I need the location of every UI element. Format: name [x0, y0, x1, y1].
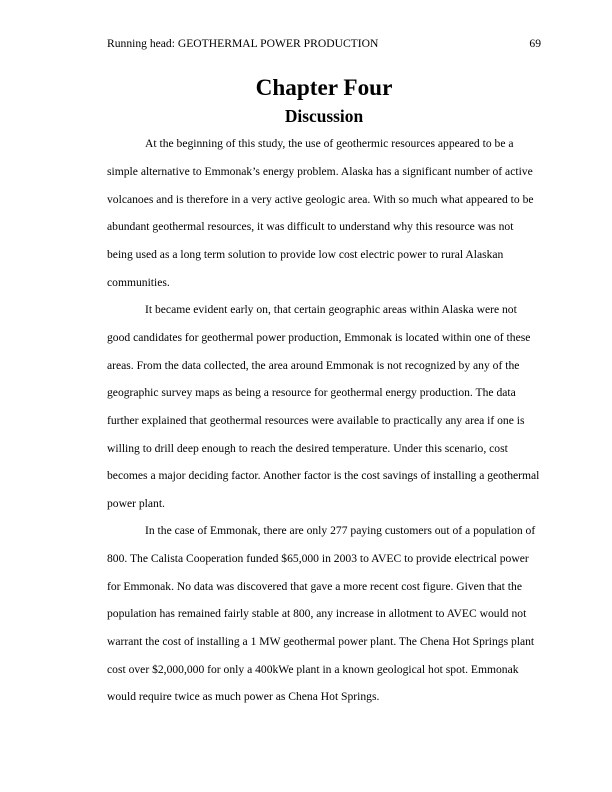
running-head: Running head: GEOTHERMAL POWER PRODUCTION — [107, 37, 379, 50]
section-heading: Discussion — [284, 105, 364, 126]
chapter-title: Chapter Four — [255, 75, 393, 101]
body-text — [107, 75, 541, 711]
paragraph: In the case of Emmonak, there are only 277 paying customers out of a population of 800. The Calista Cooperation funded $65,000 in 2003 to AVEC to provide electrical power for Emmonak. No data was discovered that gave a more recent cost figure. Given that the population has remained fairly stable at 800, any increase in allotment to AVEC would not warrant the cost of installing a 1 MW geothermal power plant. The Chena Hot Springs plant cost over $2,000,000 for only a 400kWe plant in a known geological hot spot. Emmonak would require twice as much power as Chena Hot Springs. — [107, 524, 536, 704]
page-header — [107, 37, 541, 51]
page-number: 69 — [529, 37, 541, 50]
paragraph: At the beginning of this study, the use of geothermic resources appeared to be a simple alternative to Emmonak’s energy problem. Alaska has a significant number of active volcanoes and is therefore in a very active geologic area. With so much what appeared to be abundant geothermal resources, it was difficult to understand why this resource was not being used as a long term solution to provide low cost electric power to rural Alaskan communities. — [107, 137, 534, 289]
paragraph: It became evident early on, that certain geographic areas within Alaska were not good candidates for geothermal power production, Emmonak is located within one of these areas. From the data collected, the area around Emmonak is not recognized by any of the geographic survey maps as being a resource for geothermal energy production. The data further explained that geothermal resources were available to practically any area if one is willing to drill deep enough to reach the desired temperature. Under this scenario, cost becomes a major deciding factor. Another factor is the cost savings of installing a geothermal power plant. — [107, 303, 540, 510]
